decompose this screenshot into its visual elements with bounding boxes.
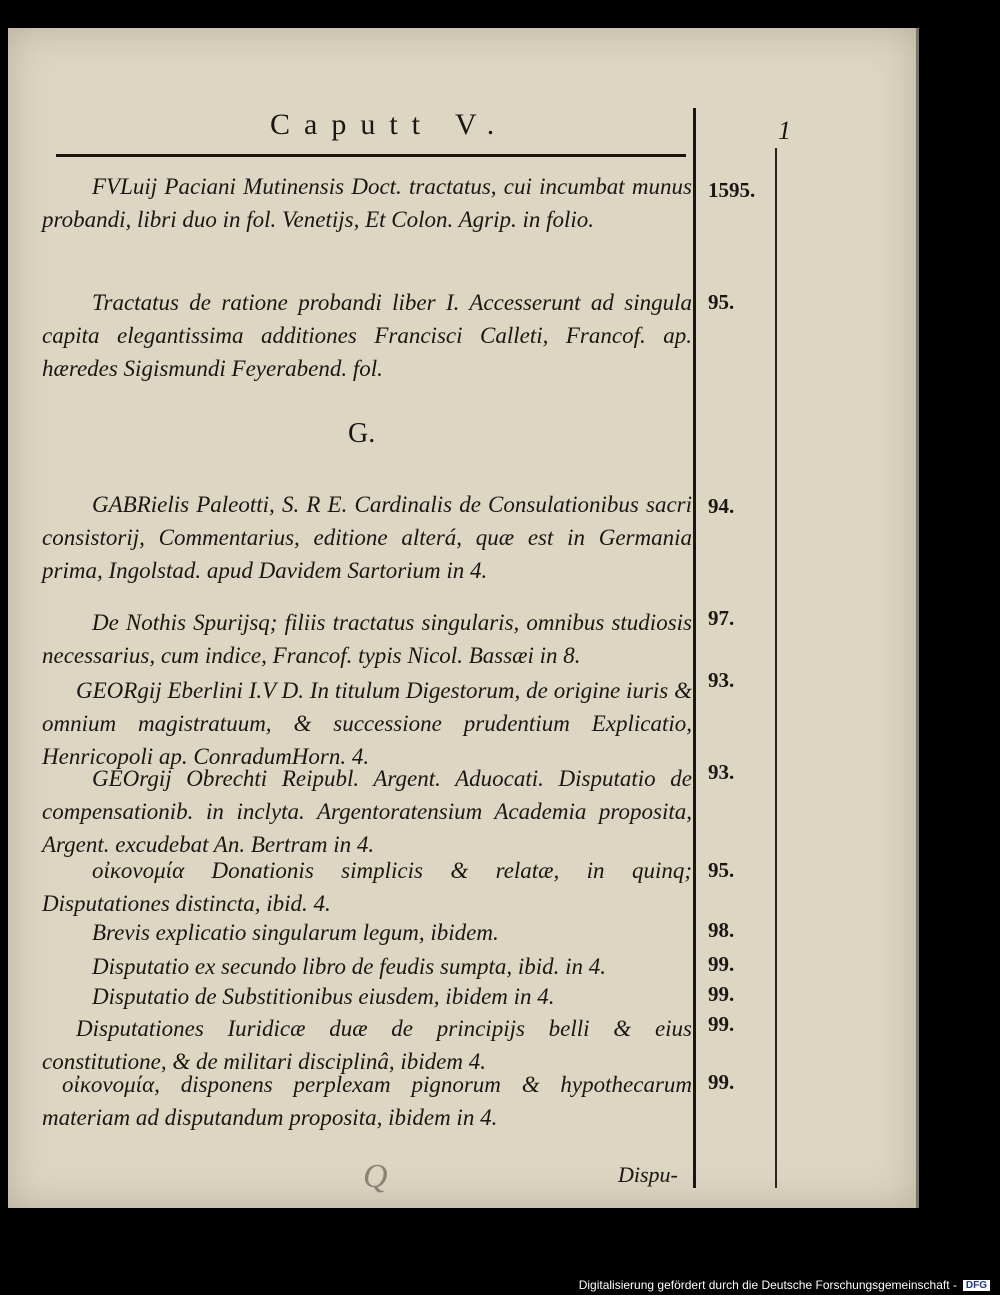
entry-text: Brevis explicatio singularum legum, ibidem. — [92, 920, 499, 945]
entry-text: Disputatio de Substitionibus eiusdem, ibidem in 4. — [92, 984, 555, 1009]
page-header: Caputt V. — [270, 108, 509, 141]
corner-mark: 1 — [778, 116, 791, 145]
entry-text: GEOrgij Obrechti Reipubl. Argent. Aduocati. Disputatio de compensationib. in inclyta. Argentoratensium Academia proposita, Argent. excudebat An. Bertram in 4. — [42, 766, 692, 857]
entry-text: Tractatus de ratione probandi liber I. Accesserunt ad singula capita elegantissima additiones Francisci Calleti, Francof. ap. hæredes Sigismundi Feyerabend. fol. — [42, 290, 692, 381]
entry-text: οἰκονομία Donationis simplicis & relatæ, in quinq; Disputationes distincta, ibid. 4. — [42, 858, 692, 916]
entry-number: 93. — [708, 760, 735, 784]
entry-text: FVLuij Paciani Mutinensis Doct. tractatus, cui incumbat munus probandi, libri duo in fol. Venetijs, Et Colon. Agrip. in folio. — [42, 174, 692, 232]
entry-number: 99. — [708, 1012, 735, 1036]
header-rule — [56, 154, 686, 157]
entry-number: 98. — [708, 918, 735, 942]
page-edge-rule — [775, 148, 777, 1188]
entry-text: Disputationes Iuridicæ duæ de principijs belli & eius constitutione, & de militari disciplinâ, ibidem 4. — [42, 1016, 692, 1074]
entry-number: 95. — [708, 290, 735, 314]
entry-number: 93. — [708, 668, 735, 692]
entry-number: 1595. — [708, 178, 756, 202]
footer-text: Digitalisierung gefördert durch die Deutsche Forschungsgemeinschaft - — [578, 1278, 957, 1292]
margin-rule — [693, 108, 696, 1188]
footer-credit — [579, 1278, 990, 1292]
dfg-logo: DFG — [963, 1280, 990, 1291]
entry-text: οἰκονομία, disponens perplexam pignorum & hypothecarum materiam ad disputandum proposita, ibidem in 4. — [42, 1072, 692, 1130]
entry-number: 99. — [708, 1070, 735, 1094]
entry-text: Disputatio ex secundo libro de feudis sumpta, ibid. in 4. — [92, 954, 607, 979]
signature-mark: Q — [363, 1158, 388, 1195]
entry-text: GABRielis Paleotti, S. R E. Cardinalis de Consulationibus sacri consistorij, Commentarius, editione alterá, quæ est in Germania prima, Ingolstad. apud Davidem Sartorium in 4. — [42, 492, 692, 583]
entry-number: 97. — [708, 606, 735, 630]
section-letter: G. — [348, 418, 376, 449]
entry-text: GEORgij Eberlini I.V D. In titulum Digestorum, de origine iuris & omnium magistratuum, & successione prudentium Explicatio, Henricopoli ap. ConradumHorn. 4. — [42, 678, 692, 769]
catchword: Dispu- — [618, 1162, 678, 1187]
entry-number: 99. — [708, 982, 735, 1006]
entry-number: 94. — [708, 494, 735, 518]
entry-number: 99. — [708, 952, 735, 976]
entry-number: 95. — [708, 858, 735, 882]
book-page — [8, 28, 919, 1208]
entry-text: De Nothis Spurijsq; filiis tractatus singularis, omnibus studiosis necessarius, cum indice, Francof. typis Nicol. Bassæi in 8. — [42, 610, 692, 668]
